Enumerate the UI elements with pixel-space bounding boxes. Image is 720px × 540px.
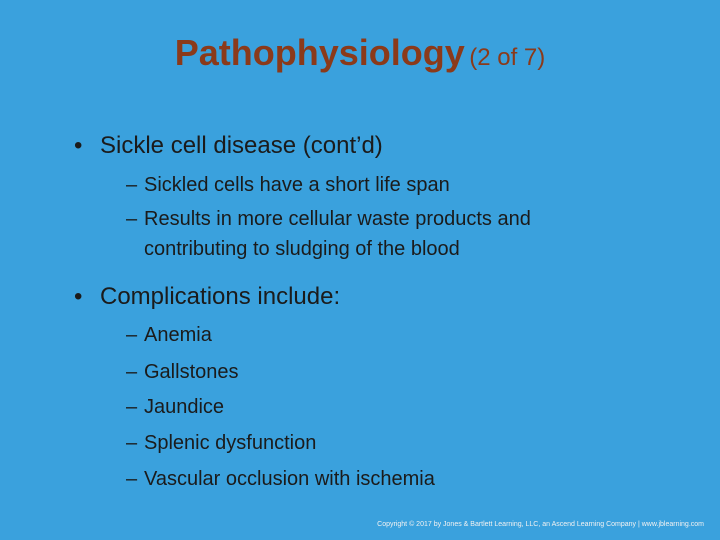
sub-bullet-text: Vascular occlusion with ischemia [144,468,435,490]
sub-bullet-text: Gallstones [144,361,239,383]
dash-glyph: – [126,432,138,454]
sub-bullet-item [126,392,624,422]
sub-bullet-text: Splenic dysfunction [144,432,317,454]
copyright-footer: Copyright © 2017 by Jones & Bartlett Learning, LLC, an Ascend Learning Company | www.jblearning.com [377,521,704,528]
sub-bullet-item [126,170,624,200]
dash-glyph: – [126,361,138,383]
dash-glyph: – [126,324,138,346]
sub-bullet-item [126,204,624,264]
dash-glyph: – [126,468,138,490]
bullet-text: Sickle cell disease (cont’d) [100,132,383,159]
sub-bullet-item [126,320,624,350]
sub-bullet-text: Anemia [144,324,212,346]
dash-glyph: – [126,396,138,418]
dash-glyph: – [126,208,138,230]
bullet-glyph: • [74,283,83,310]
bullet-item [74,132,383,160]
sub-bullet-text: Results in more cellular waste products and contributing to sludging of the blood [144,208,531,260]
sub-bullet-text: Sickled cells have a short life span [144,174,450,196]
slide-title [0,32,720,74]
title-text: Pathophysiology [174,32,465,73]
title-suffix: (2 of 7) [469,44,546,71]
sub-bullet-item [126,428,624,458]
bullet-glyph: • [74,132,83,159]
sub-bullet-item [126,464,624,494]
bullet-text: Complications include: [100,283,341,310]
sub-bullet-text: Jaundice [144,396,225,418]
bullet-item [74,283,340,311]
sub-bullet-item [126,357,624,387]
dash-glyph: – [126,174,138,196]
